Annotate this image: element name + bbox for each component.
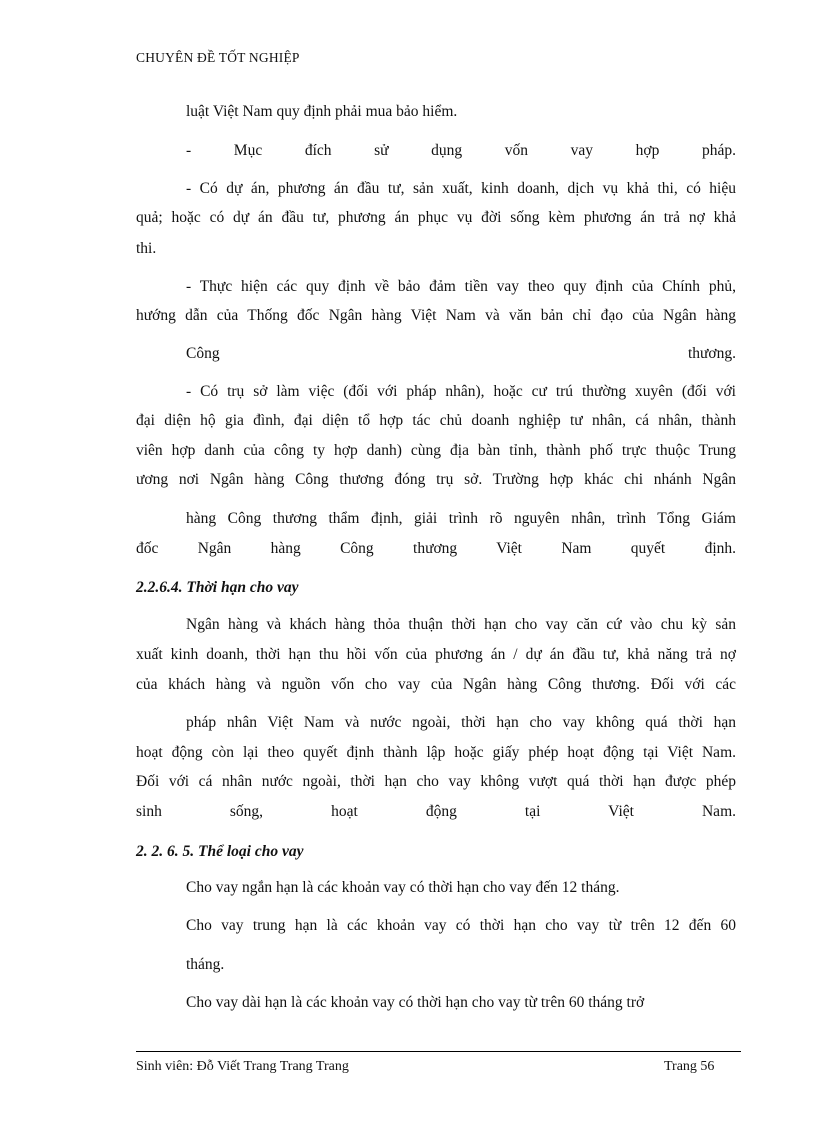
body-line: luật Việt Nam quy định phải mua bảo hiểm. xyxy=(186,103,458,120)
footer-page-number: Trang 56 xyxy=(664,1059,715,1074)
body-line: đốc Ngân hàng Công thương Việt Nam quyết định. xyxy=(136,540,736,557)
body-line: xuất kinh doanh, thời hạn thu hồi vốn của phương án / dự án đầu tư, khả năng trả nợ xyxy=(136,646,736,663)
body-line: hoạt động còn lại theo quyết định thành lập hoặc giấy phép hoạt động tại Việt Nam. xyxy=(136,744,736,761)
body-line: Cho vay trung hạn là các khoản vay có thời hạn cho vay từ trên 12 đến 60 xyxy=(186,917,736,934)
body-line: pháp nhân Việt Nam và nước ngoài, thời hạn cho vay không quá thời hạn xyxy=(186,714,736,731)
body-line: hàng Công thương thẩm định, giải trình rõ nguyên nhân, trình Tổng Giám xyxy=(186,510,736,527)
body-line: sinh sống, hoạt động tại Việt Nam. xyxy=(136,803,736,820)
body-line: tháng. xyxy=(186,956,225,973)
body-line: - Có trụ sở làm việc (đối với pháp nhân), hoặc cư trú thường xuyên (đối với xyxy=(186,383,736,400)
body-line: thi. xyxy=(136,240,157,257)
page-header-title: CHUYÊN ĐỀ TỐT NGHIỆP xyxy=(136,50,300,65)
footer-divider xyxy=(136,1051,741,1052)
body-line: - Có dự án, phương án đầu tư, sản xuất, kinh doanh, dịch vụ khả thi, có hiệu xyxy=(186,180,736,197)
body-line: Cho vay dài hạn là các khoản vay có thời hạn cho vay từ trên 60 tháng trở xyxy=(186,994,645,1011)
body-line: Công thương. xyxy=(186,345,736,362)
footer-student-name: Sinh viên: Đỗ Viết Trang Trang Trang xyxy=(136,1059,349,1074)
body-line: quả; hoặc có dự án đầu tư, phương án phục vụ đời sống kèm phương án trả nợ khả xyxy=(136,209,736,226)
section-heading-2-2-6-5: 2. 2. 6. 5. Thể loại cho vay xyxy=(136,843,304,860)
body-line: Cho vay ngắn hạn là các khoản vay có thời hạn cho vay đến 12 tháng. xyxy=(186,879,620,896)
body-line: ương nơi Ngân hàng Công thương đóng trụ sở. Trường hợp khác chi nhánh Ngân xyxy=(136,471,736,488)
body-line: - Thực hiện các quy định về bảo đảm tiền vay theo quy định của Chính phủ, xyxy=(186,278,736,295)
body-line: Ngân hàng và khách hàng thỏa thuận thời hạn cho vay căn cứ vào chu kỳ sản xyxy=(186,616,736,633)
body-line: đại diện hộ gia đình, đại diện tổ hợp tác chủ doanh nghiệp tư nhân, cá nhân, thành xyxy=(136,412,736,429)
section-heading-2-2-6-4: 2.2.6.4. Thời hạn cho vay xyxy=(136,579,299,596)
body-line: viên hợp danh của công ty hợp danh) cùng địa bàn tỉnh, thành phố trực thuộc Trung xyxy=(136,442,736,459)
body-line: của khách hàng và nguồn vốn cho vay của Ngân hàng Công thương. Đối với các xyxy=(136,676,736,693)
body-line: - Mục đích sử dụng vốn vay hợp pháp. xyxy=(186,142,736,159)
body-line: Đối với cá nhân nước ngoài, thời hạn cho vay không vượt quá thời hạn được phép xyxy=(136,773,736,790)
body-line: hướng dẫn của Thống đốc Ngân hàng Việt Nam và văn bản chỉ đạo của Ngân hàng xyxy=(136,307,736,324)
